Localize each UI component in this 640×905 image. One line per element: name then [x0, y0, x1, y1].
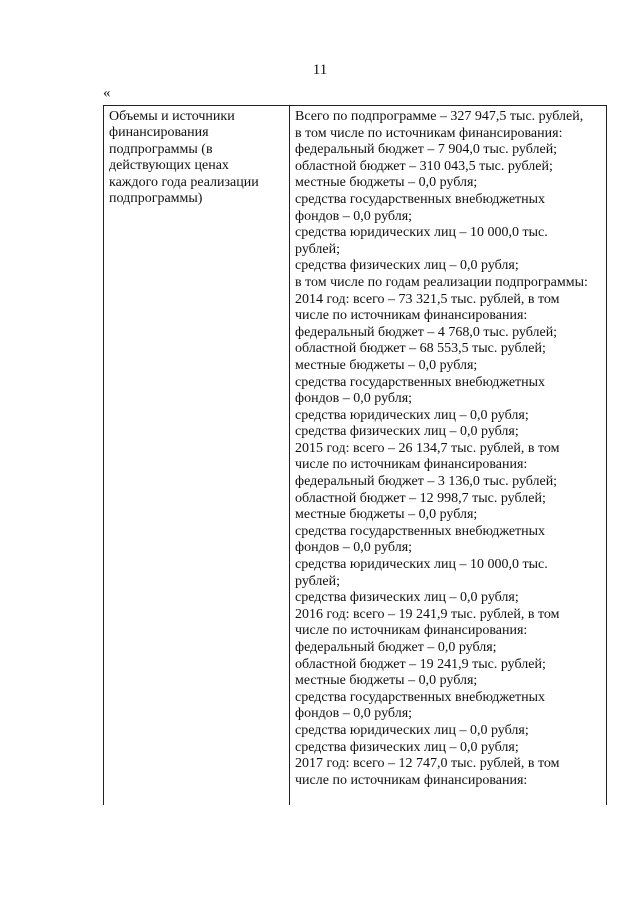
financing-text-line: областной бюджет – 12 998,7 тыс. рублей; [295, 490, 546, 506]
row-header-cell [109, 109, 285, 207]
row-header-line: подпрограммы) [109, 191, 203, 207]
financing-text-line: средства физических лиц – 0,0 рубля; [295, 590, 519, 606]
financing-text-line: в том числе по источникам финансирования: [295, 125, 563, 141]
financing-text-line: областной бюджет – 68 553,5 тыс. рублей; [295, 341, 546, 357]
opening-quote-mark: « [103, 85, 111, 101]
financing-text-line: местные бюджеты – 0,0 рубля; [295, 507, 478, 523]
financing-text-line: средства физических лиц – 0,0 рубля; [295, 424, 519, 440]
financing-text-line: числе по источникам финансирования: [295, 772, 528, 788]
financing-text-line: местные бюджеты – 0,0 рубля; [295, 175, 478, 191]
financing-text-line: средства юридических лиц – 0,0 рубля; [295, 722, 529, 738]
financing-text-line: фондов – 0,0 рубля; [295, 706, 413, 722]
column-divider [289, 106, 290, 805]
financing-text-line: 2015 год: всего – 26 134,7 тыс. рублей, в том [295, 440, 560, 456]
financing-text-line: областной бюджет – 310 043,5 тыс. рублей; [295, 158, 553, 174]
financing-text-line: местные бюджеты – 0,0 рубля; [295, 673, 478, 689]
financing-text-line: средства государственных внебюджетных [295, 523, 546, 539]
financing-text-line: местные бюджеты – 0,0 рубля; [295, 357, 478, 373]
financing-text-line: фондов – 0,0 рубля; [295, 208, 413, 224]
financing-text-line: средства государственных внебюджетных [295, 374, 546, 390]
row-header-line: каждого года реализации [109, 174, 259, 190]
financing-text-line: федеральный бюджет – 3 136,0 тыс. рублей; [295, 474, 558, 490]
financing-text-line: средства физических лиц – 0,0 рубля; [295, 258, 519, 274]
row-header-line: финансирования [109, 125, 209, 141]
financing-text-line: федеральный бюджет – 7 904,0 тыс. рублей; [295, 142, 558, 158]
financing-text-line: средства юридических лиц – 10 000,0 тыс. [295, 225, 548, 241]
financing-text-line: федеральный бюджет – 4 768,0 тыс. рублей; [295, 324, 558, 340]
financing-text-line: рублей; [295, 241, 340, 257]
financing-text-line: фондов – 0,0 рубля; [295, 540, 413, 556]
financing-text-line: рублей; [295, 573, 340, 589]
financing-text-line: 2016 год: всего – 19 241,9 тыс. рублей, в том [295, 606, 560, 622]
financing-text-line: в том числе по годам реализации подпрограммы: [295, 274, 588, 290]
financing-text-line: числе по источникам финансирования: [295, 457, 528, 473]
financing-text-line: средства юридических лиц – 10 000,0 тыс. [295, 557, 548, 573]
financing-text-line: областной бюджет – 19 241,9 тыс. рублей; [295, 656, 546, 672]
row-value-cell [295, 109, 605, 789]
financing-text-line: 2014 год: всего – 73 321,5 тыс. рублей, в том [295, 291, 560, 307]
row-header-line: действующих ценах [109, 158, 229, 174]
financing-text-line: 2017 год: всего – 12 747,0 тыс. рублей, в том [295, 756, 560, 772]
page-number: 11 [312, 62, 328, 78]
financing-text-line: числе по источникам финансирования: [295, 308, 528, 324]
financing-text-line: средства государственных внебюджетных [295, 689, 546, 705]
financing-table [103, 105, 607, 805]
financing-text-line: числе по источникам финансирования: [295, 623, 528, 639]
row-header-line: подпрограммы (в [109, 141, 213, 157]
financing-text-line: Всего по подпрограмме – 327 947,5 тыс. рублей, [295, 109, 584, 124]
row-header-line: Объемы и источники [109, 109, 235, 124]
financing-text-line: федеральный бюджет – 0,0 рубля; [295, 640, 497, 655]
financing-text-line: средства физических лиц – 0,0 рубля; [295, 739, 519, 755]
financing-text-line: средства государственных внебюджетных [295, 191, 546, 207]
financing-text-line: средства юридических лиц – 0,0 рубля; [295, 407, 529, 423]
financing-text-line: фондов – 0,0 рубля; [295, 391, 413, 407]
